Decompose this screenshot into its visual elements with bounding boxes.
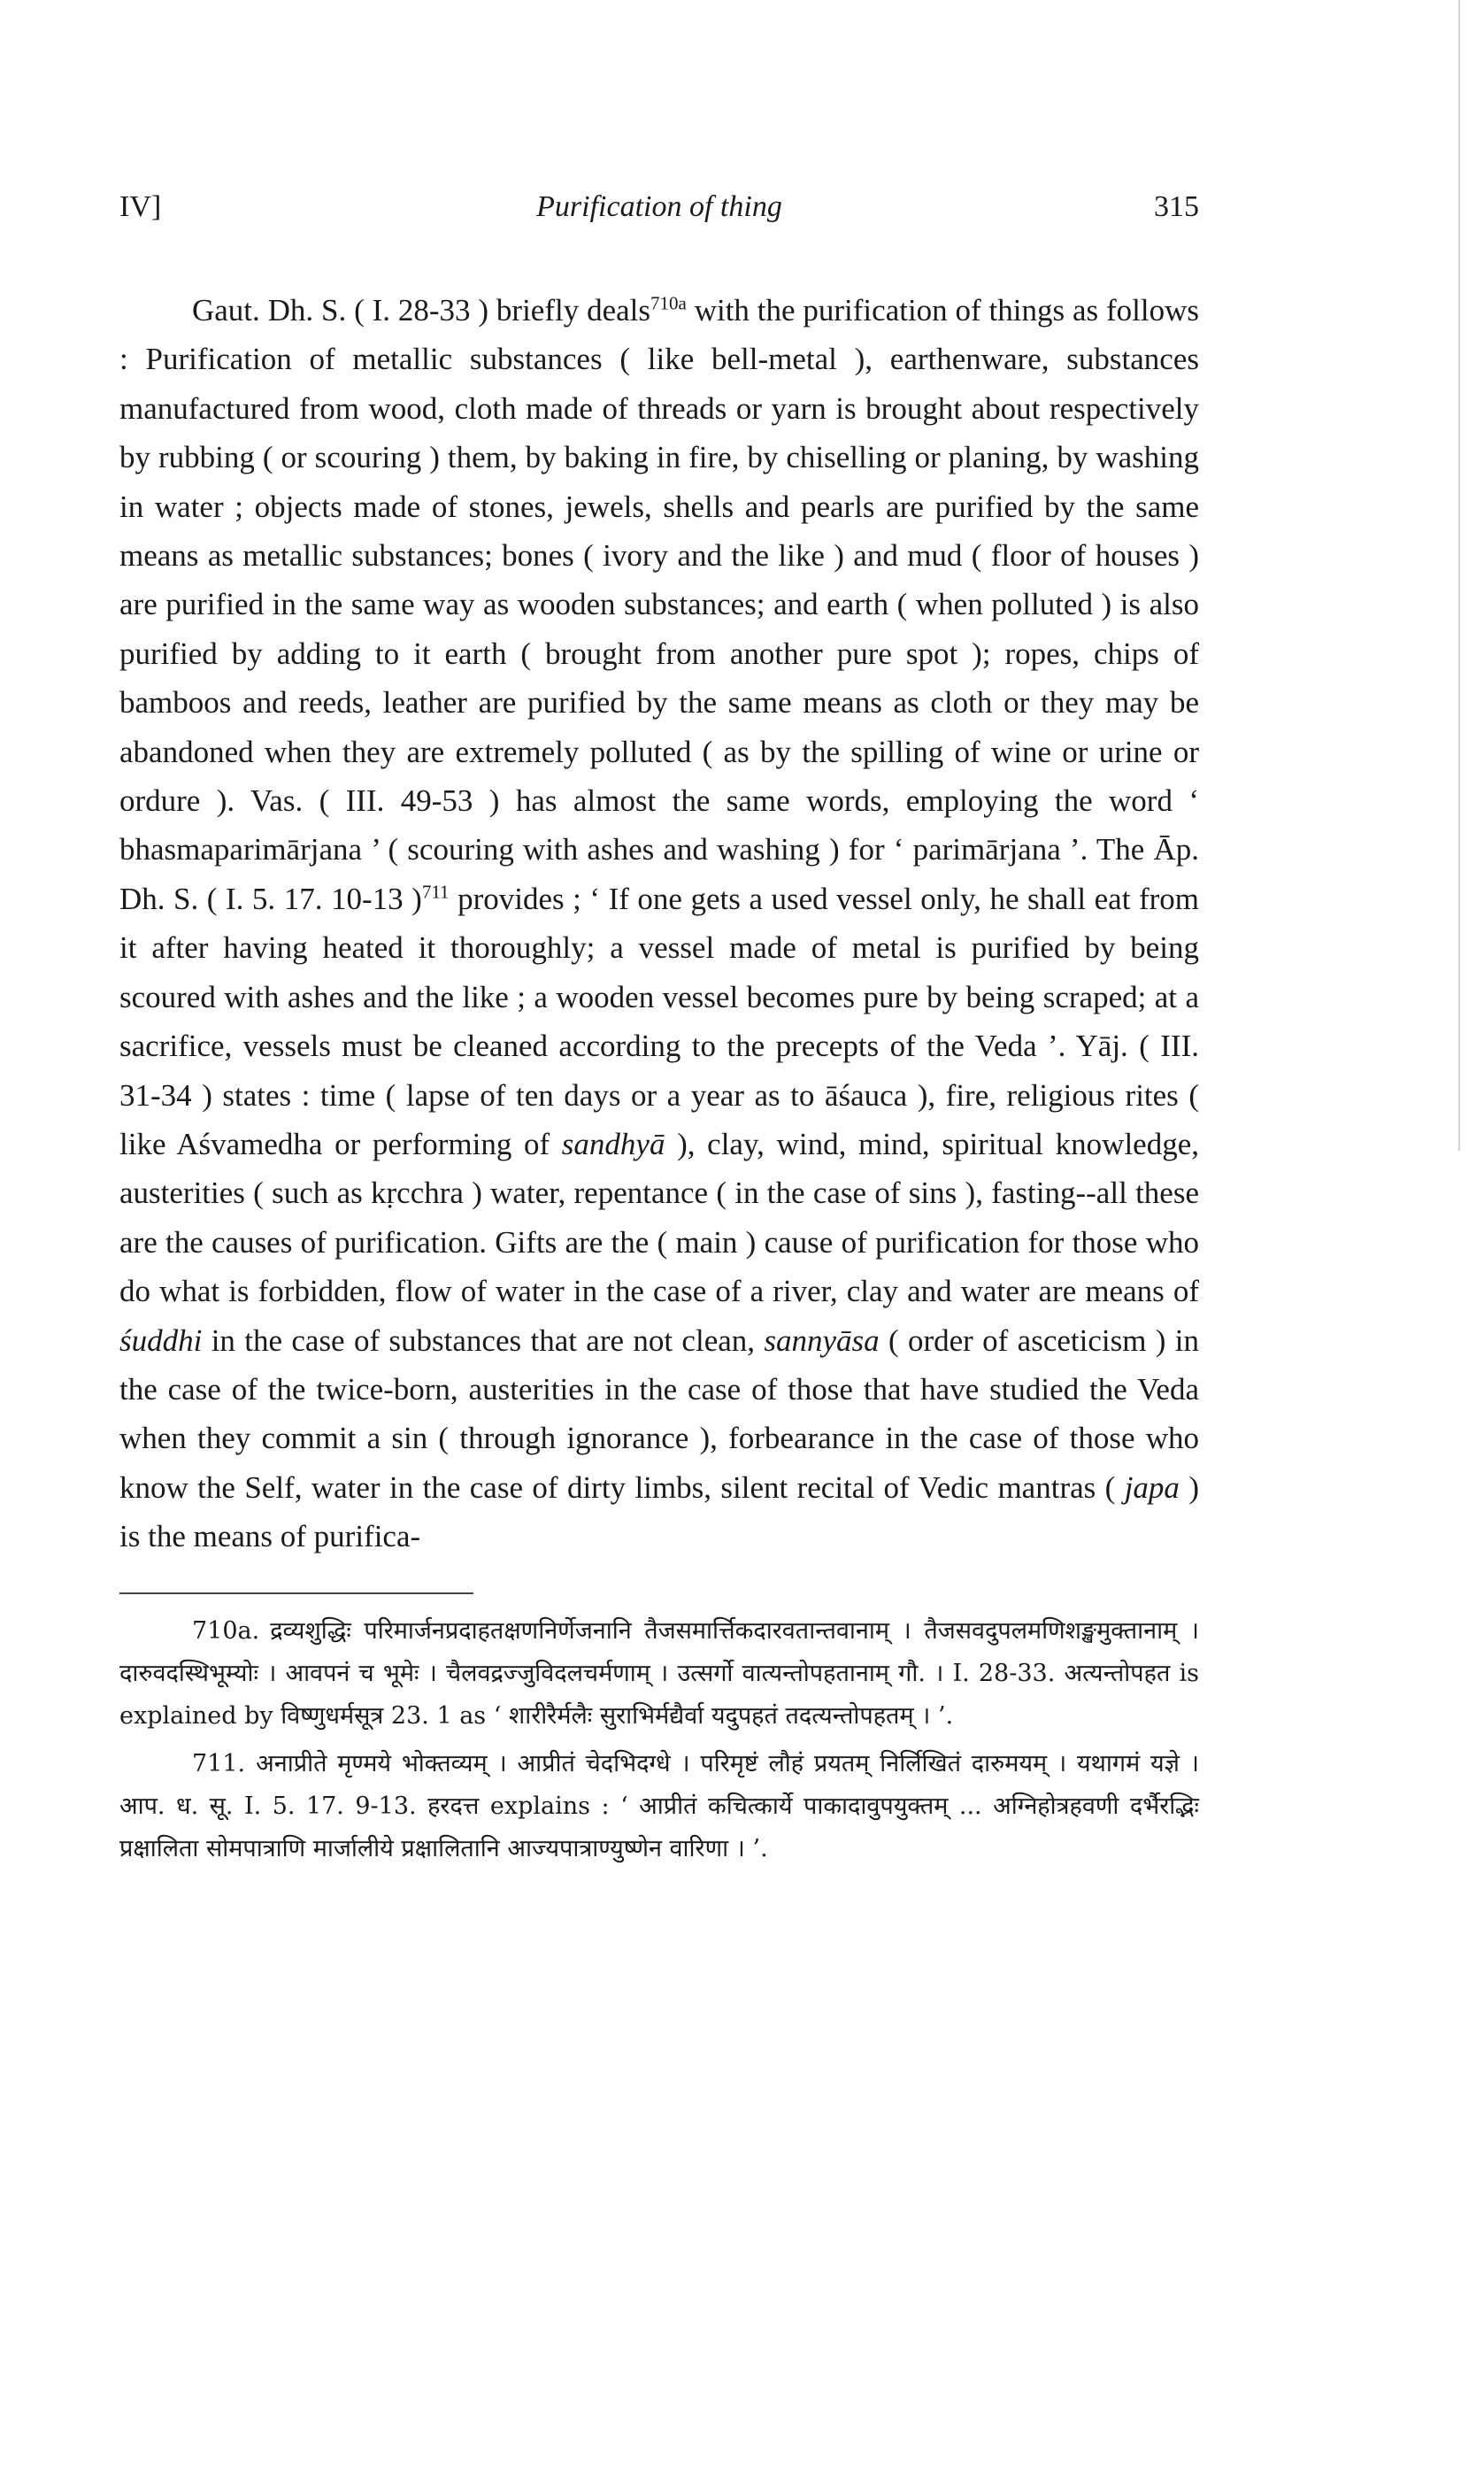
term-sannyasa: sannyāsa (764, 1322, 880, 1358)
footnote-text: द्रव्यशुद्धिः परिमार्जनप्रदाहतक्षणनिर्णेजनानि तैजसमार्त्तिकदारवतान्तवानाम् । तैजसवदुपलमणिशङ्खमुक्तानाम् । दारुवदस्थिभूम्योः । आवपनं च भूमेः । चैलवद्रज्जुविदलचर्मणाम् । उत्सर्गो वात्यन्तोपहतानाम् गौ. । I. 28-33. अत्यन्तोपहत is explained by विष्णुधर्मसूत्र 23. 1 as ‘ शारीरैर्मलैः सुराभिर्मद्यैर्वा यदुपहतं तदत्यन्तोपहतम् । ’. (119, 1616, 1199, 1730)
main-paragraph (119, 286, 1199, 1561)
term-suddhi: śuddhi (119, 1322, 203, 1358)
chapter-number: IV] (119, 190, 162, 223)
term-sandhya: sandhyā (561, 1126, 665, 1161)
paragraph-text: in the case of substances that are not clean, (202, 1322, 765, 1358)
running-head (119, 190, 1199, 243)
paragraph-text: Gaut. Dh. S. ( I. 28-33 ) briefly deals (192, 293, 650, 328)
footnote-710a (119, 1610, 1199, 1738)
footnotes (119, 1610, 1199, 1870)
paragraph-text: ) is the means of purifica- (119, 1469, 1199, 1554)
footnote-711 (119, 1743, 1199, 1870)
paragraph-text: ), clay, wind, mind, spiritual knowledge, austerities ( such as kṛcchra ) water, repentance ( in the case of sins ), fasting--all these are the causes of purification. Gifts are the ( main ) cause of purification for those who do what is forbidden, flow of water in the case of a river, clay and water are means of (119, 1126, 1199, 1309)
running-title: Purification of thing (536, 190, 782, 223)
paragraph-text: ( order of asceticism ) in the case of the twice-born, austerities in the case of those that have studied the Veda when they commit a sin ( through ignorance ), forbearance in the case of those who know the Self, water in the case of dirty limbs, silent recital of Vedic mantras ( (119, 1322, 1200, 1505)
scan-edge-line (1458, 0, 1460, 1151)
book-page (119, 190, 1199, 1876)
paragraph-text: provides ; ‘ If one gets a used vessel only, he shall eat from it after having heated it thoroughly; a vessel made of metal is purified by being scoured with ashes and the like ; a wooden vessel becomes pure by being scraped; at a sacrifice, vessels must be cleaned according to the precepts of the Veda ’. Yāj. ( III. 31-34 ) states : time ( lapse of ten days or a year as to āśauca ), fire, religious rites ( like Aśvamedha or performing of (119, 881, 1199, 1161)
footnote-divider (119, 1592, 473, 1594)
footnote-ref-710a: 710a (650, 292, 687, 314)
footnote-number: 711. (192, 1749, 246, 1777)
term-japa: japa (1124, 1469, 1180, 1505)
footnote-number: 710a. (192, 1616, 260, 1645)
page-number: 315 (1154, 190, 1199, 223)
footnote-ref-711: 711 (421, 881, 450, 903)
footnote-text: अनाप्रीते मृण्मये भोक्तव्यम् । आप्रीतं चेदभिदग्धे । परिमृष्टं लौहं प्रयतम् निर्लिखितं दारुमयम् । यथागमं यज्ञे । आप. ध. सू. I. 5. 17. 9-13. हरदत्त explains : ‘ आप्रीतं कचित्कार्ये पाकादावुपयुक्तम् ... अग्निहोत्रहवणी दर्भैरद्भिः प्रक्षालिता सोमपात्राणि मार्जालीये प्रक्षालितानि आज्यपात्राण्युष्णेन वारिणा । ’. (119, 1749, 1199, 1862)
paragraph-text: with the purification of things as follows : Purification of metallic substances ( like bell-metal ), earthenware, substances manufactured from wood, cloth made of threads or yarn is brought about respectively by rubbing ( or scouring ) them, by baking in fire, by chiselling or planing, by washing in water ; objects made of stones, jewels, shells and pearls are purified by the same means as metallic substances; bones ( ivory and the like ) and mud ( floor of houses ) are purified in the same way as wooden substances; and earth ( when polluted ) is also purified by adding to it earth ( brought from another pure spot ); ropes, chips of bamboos and reeds, leather are purified by the same means as cloth or they may be abandoned when they are extremely polluted ( as by the spilling of wine or urine or ordure ). Vas. ( III. 49-53 ) has almost the same words, employing the word ‘ bhasmaparimārjana ’ ( scouring with ashes and washing ) for ‘ parimārjana ’. The Āp. Dh. S. ( I. 5. 17. 10-13 ) (119, 293, 1199, 916)
